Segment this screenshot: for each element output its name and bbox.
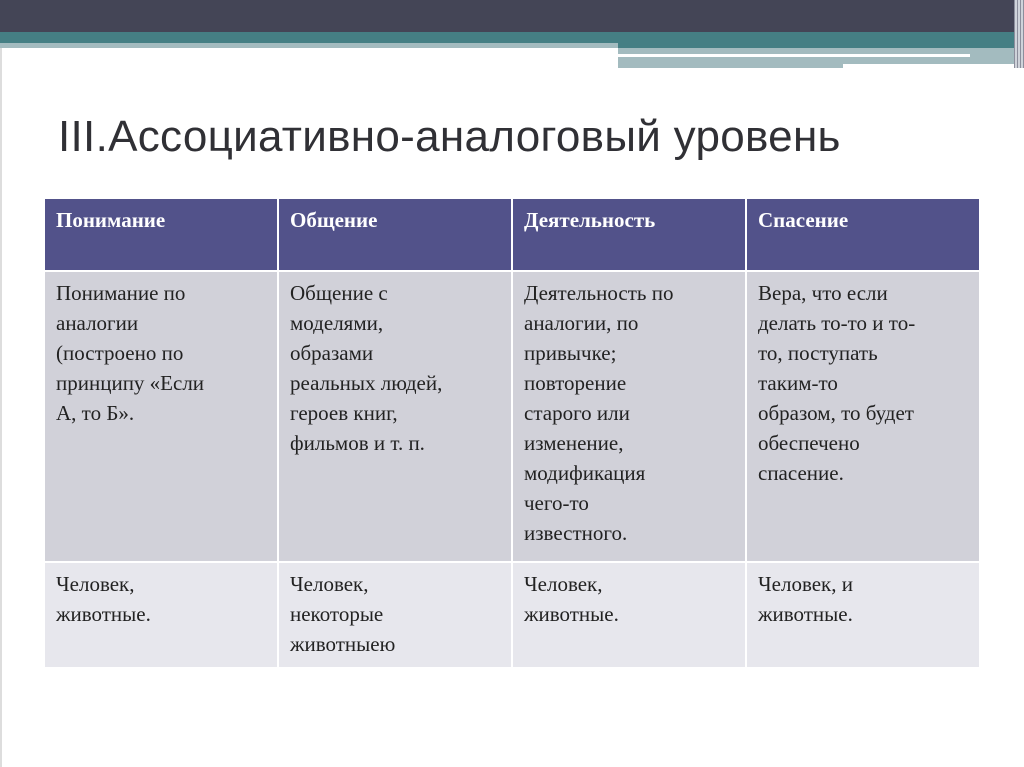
header-bar xyxy=(0,0,1024,32)
table-cell: Человек, животные. xyxy=(44,562,278,668)
table-cell: Деятельность по аналогии, по привычке; повторение старого или изменение, модификация чего-то известного. xyxy=(512,271,746,562)
table-cell: Понимание по аналогии (построено по принципу «Если А, то Б». xyxy=(44,271,278,562)
table-cell: Человек, некоторые животныею xyxy=(278,562,512,668)
header-cell: Понимание xyxy=(44,198,278,271)
slide-title: III.Ассоциативно-аналоговый уровень xyxy=(58,112,841,161)
accent-stripe xyxy=(843,64,1024,69)
accent-stripe xyxy=(618,54,970,57)
table-cell: Вера, что если делать то-то и то- то, поступать таким-то образом, то будет обеспечено спасение. xyxy=(746,271,980,562)
table-header-row xyxy=(44,198,980,271)
table-cell: Человек, и животные. xyxy=(746,562,980,668)
header-cell: Общение xyxy=(278,198,512,271)
table-cell: Общение с моделями, образами реальных людей, героев книг, фильмов и т. п. xyxy=(278,271,512,562)
table-row xyxy=(44,562,980,668)
right-edge-lines xyxy=(1014,0,1024,68)
header-cell: Деятельность xyxy=(512,198,746,271)
table-cell: Человек, животные. xyxy=(512,562,746,668)
content-table xyxy=(43,197,981,669)
slide-edge xyxy=(0,0,2,767)
table-row xyxy=(44,271,980,562)
header-cell: Спасение xyxy=(746,198,980,271)
accent-stripe xyxy=(0,43,618,48)
